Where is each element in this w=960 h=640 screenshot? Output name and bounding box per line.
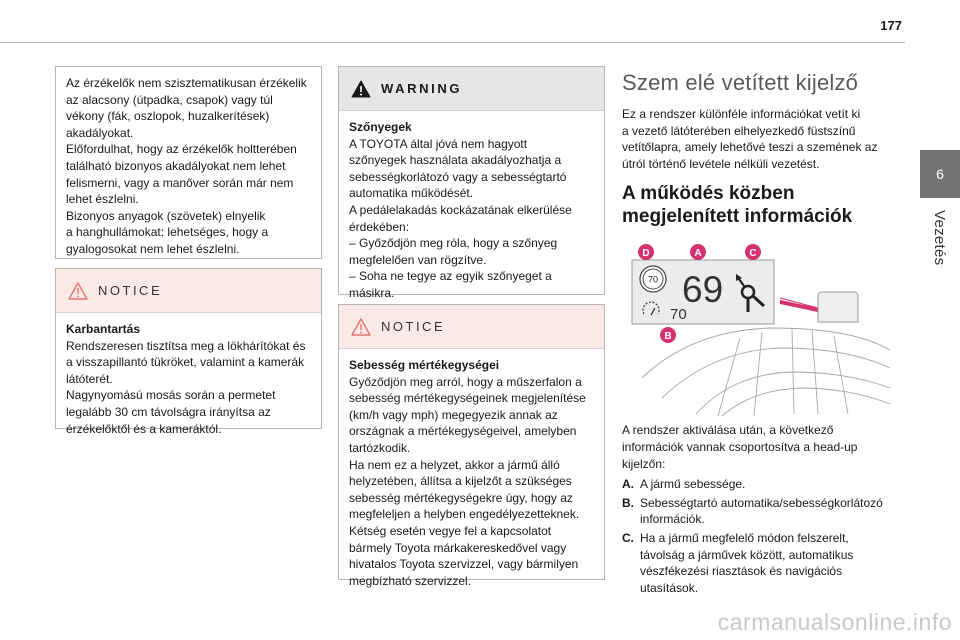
- hud-illustration: [622, 238, 892, 416]
- list-item-letter: A.: [622, 477, 634, 492]
- warning-triangle-icon: [351, 80, 371, 98]
- list-item-text: Sebességtartó automatika/sebességkorlátozó információk.: [640, 495, 883, 527]
- notice-title: NOTICE: [381, 319, 446, 334]
- watermark: carmanualsonline.info: [717, 609, 952, 635]
- chapter-number: 6: [936, 166, 944, 182]
- chapter-tab: [920, 150, 960, 198]
- section-intro: Ez a rendszer különféle információkat vetít ki a vezető látóterében elhelyezkedő füstszínű vetítőlapra, amely lehetővé teszi a szemének az útról történő levétele nélküli vezetést.: [622, 107, 878, 171]
- sensor-limitations-text: Az érzékelők nem szisztematikusan érzékelik az alacsony (útpadka, csapok) vagy túl vékony (fák, oszlopok, huzalkerítések) akadályokat. Előfordulhat, hogy az érzékelők holtterében található bizonyos akadályokat nem lehet felismerni, vagy a manőver során már nem lehet észlelni. Bizonyos anyagok (szövetek) elnyelik a hanghullámokat: lehetséges, hogy a gyalogosokat nem lehet észlelni.: [66, 76, 307, 256]
- page-number: 177: [880, 18, 902, 33]
- badge-c-label: C: [749, 248, 757, 260]
- section-title: Szem elé vetített kijelző: [622, 70, 859, 95]
- hud-section: [622, 70, 892, 598]
- notice-heading: Sebesség mértékegységei: [349, 358, 500, 372]
- warning-title: WARNING: [381, 81, 463, 96]
- badge-d-label: D: [642, 248, 650, 260]
- header-divider: [0, 42, 905, 43]
- warning-text: A TOYOTA által jóvá nem hagyott szőnyegek használata akadályozhatja a sebességkorlátozó vagy a sebességtartó automatika működését. A pedálelakadás kockázatának elkerülése érdekében: – Győződjön meg róla, hogy a szőnyeg megfelelően van rögzítve. – Soha ne tegye az egyik szőnyeget a másikra.: [349, 136, 572, 300]
- warning-heading: Szőnyegek: [349, 120, 412, 134]
- badge-a-label: A: [694, 248, 702, 260]
- notice-triangle-icon: [68, 282, 88, 300]
- notice-triangle-icon: [351, 318, 371, 336]
- notice-box-maintenance: [55, 268, 322, 436]
- list-item-letter: C.: [622, 530, 634, 545]
- hud-drawing: [622, 238, 892, 416]
- chapter-label: Vezetés: [931, 210, 948, 266]
- notice-header: [339, 305, 604, 349]
- hud-info-list: [622, 476, 892, 596]
- combiner-screen: [818, 292, 858, 322]
- warning-box-mats: [338, 66, 605, 300]
- notice-box-speed-units: [338, 304, 605, 588]
- badge-b: [660, 327, 676, 343]
- list-item-text: A jármű sebessége.: [640, 477, 746, 492]
- notice-text: Rendszeresen tisztítsa meg a lökhárítókat és a visszapillantó tükröket, valamint a kamerák látóterét. Nagynyomású mosás során a permetet legalább 30 cm távolságra irányítsa az érzékelőktől és a kameráktól.: [66, 338, 306, 436]
- vehicle-speed-readout: 69: [682, 269, 724, 311]
- dashboard-outline: [642, 328, 890, 416]
- after-activation-text: A rendszer aktiválása után, a következő információk vannak csoportosítva a head-up kijelzőn:: [622, 423, 858, 471]
- list-item: [622, 530, 892, 596]
- notice-header: [56, 269, 321, 313]
- speed-limiter-value: 70: [670, 306, 687, 324]
- sensor-limitations-box: [55, 66, 322, 259]
- notice-title: NOTICE: [98, 283, 163, 298]
- list-item-text: Ha a jármű megfelelő módon felszerelt, távolság a járművek között, automatikus vészfékezési riasztások és navigációs utasítások.: [640, 530, 854, 595]
- badge-a: [690, 244, 706, 260]
- list-item-letter: B.: [622, 495, 634, 510]
- badge-c: [745, 244, 761, 260]
- badge-b-label: B: [664, 331, 672, 343]
- notice-heading: Karbantartás: [66, 322, 141, 336]
- badge-d: [638, 244, 654, 260]
- list-item: [622, 495, 892, 528]
- section-subtitle: A működés közben megjelenített információk: [622, 183, 853, 228]
- speed-limit-sign-value: 70: [647, 274, 659, 285]
- notice-text: Győződjön meg arról, hogy a műszerfalon a sebesség mértékegységeinek megjelenítése (km/h vagy mph) megegyezik annak az országnak a mértékegységeivel, amelyben tartózkodik. Ha nem ez a helyzet, akkor a jármű álló helyzetében, állítsa a kijelzőt a szükséges sebesség mértékegységekre úgy, hogy az megfeleljen a helyben engedélyezetteknek. Kétség esetén vegye fel a kapcsolatot bármely Toyota márkakereskedővel vagy hivatalos Toyota szervizzel, vagy bármilyen megbízható szervizzel.: [349, 374, 586, 588]
- list-item: [622, 476, 892, 493]
- warning-header: [339, 67, 604, 111]
